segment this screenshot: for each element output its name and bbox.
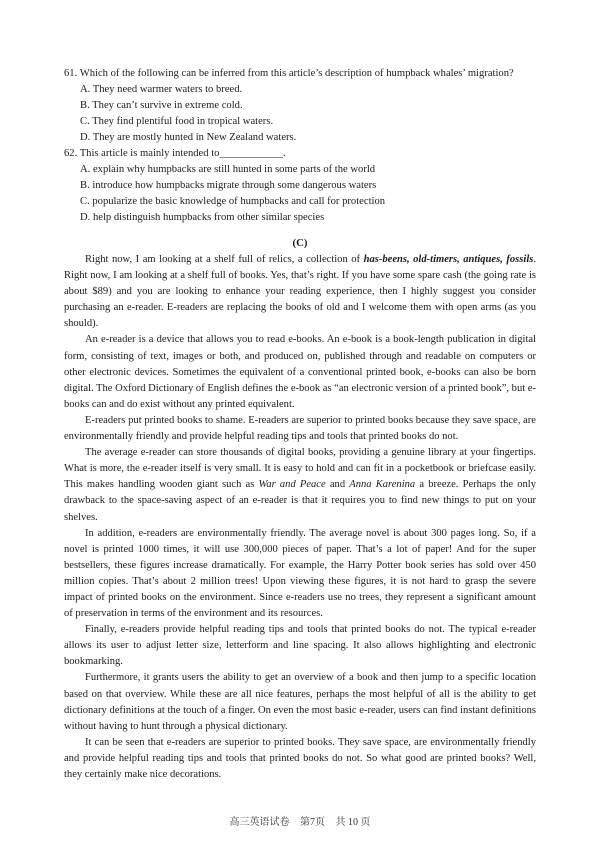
- paragraph-4: [64, 445, 536, 525]
- paragraph-1-text-b: . Right now, I am looking at a shelf full of books. Yes, that’s right. If you have some spare cash (the going rate is about $89) and you are looking to enhance your reading experience, then I highly suggest you consider purchasing an e-reader. E-readers are replacing the books of old and I welcome them with open arms (as you should).: [64, 254, 536, 330]
- book-title-war-and-peace: War and Peace: [258, 479, 326, 491]
- paragraph-2: An e-reader is a device that allows you to read e-books. An e-book is a book-length publication in digital form, consisting of text, images or both, and produced on, published through and readable on computers or other electronic devices. Sometimes the equivalent of a conventional printed book, e-books can also be born digital. The Oxford Dictionary of English defines the e-book as “an electronic version of a printed book”, but e-books can and do exist without any printed equivalent.: [64, 334, 536, 410]
- question-61-option-a: A. They need warmer waters to breed.: [80, 84, 243, 95]
- page-footer: [0, 816, 600, 830]
- footer-page-number: 第7页: [300, 817, 325, 828]
- question-62-option-c: C. popularize the basic knowledge of humpbacks and call for protection: [80, 196, 386, 207]
- paragraph-4-text-b: and: [325, 479, 350, 491]
- question-61-option-c: C. They find plentiful food in tropical waters.: [80, 116, 274, 127]
- question-62-option-b: B. introduce how humpbacks migrate through some dangerous waters: [80, 180, 377, 191]
- paragraph-1-text-a: Right now, I am looking at a shelf full of relics, a collection of: [85, 254, 364, 265]
- question-61-option-d: D. They are mostly hunted in New Zealand waters.: [80, 132, 297, 143]
- paragraph-8: It can be seen that e-readers are superior to printed books. They save space, are environmentally friendly and provide helpful reading tips and tools that printed books do not. So what good are printed books? Well, they certainly make nice decorations.: [64, 736, 536, 780]
- paragraph-5: In addition, e-readers are environmentally friendly. The average novel is about 300 pages long. So, if a novel is printed 1000 times, it will use 300,000 pieces of paper. That’s a lot of paper! And for the super bestsellers, these figures increase dramatically. For example, the Harry Potter book series has sold over 450 million copies. That’s about 2 million trees! Upon viewing these figures, it is not hard to grasp the severe impact of printed books on the environment. Since e-readers use no trees, they represent a significant amount of preservation in terms of the environment and its resources.: [64, 527, 536, 620]
- paragraph-6: Finally, e-readers provide helpful reading tips and tools that printed books do not. The typical e-reader allows its user to adjust letter size, letterform and line spacing. It also allows highlighting and electronic bookmarking.: [64, 624, 536, 668]
- question-61-option-b: B. They can’t survive in extreme cold.: [80, 100, 243, 111]
- footer-exam-name: 高三英语试卷: [229, 817, 290, 828]
- paragraph-4-text-c: a breeze. Perhaps the only drawback to the space-saving aspect of an e-reader is that it requires you to find new things to put on your shelves.: [64, 479, 536, 523]
- footer-total-pages: 共 10 页: [335, 817, 371, 828]
- book-title-anna-karenina: Anna Karenina: [349, 479, 416, 491]
- paragraph-3: E-readers put printed books to shame. E-readers are superior to printed books because they save space, are environmentally friendly and provide helpful reading tips and tools that printed books do not.: [64, 414, 536, 443]
- emphasis-relics: has-beens, old-timers, antiques, fossils: [363, 254, 534, 265]
- paragraph-4-text-a: The average e-reader can store thousands of digital books, providing a genuine library at your fingertips. What is more, the e-reader itself is very small. It is easy to hold and can fit in a pocketbook or briefcase easily. This makes handling wooden giant such as: [64, 447, 536, 491]
- question-62-option-d: D. help distinguish humpbacks from other similar species: [80, 212, 325, 223]
- question-62-option-a: A. explain why humpbacks are still hunted in some parts of the world: [80, 164, 376, 175]
- question-62-stem: 62. This article is mainly intended to____________.: [64, 148, 286, 159]
- section-title: (C): [292, 237, 308, 249]
- paragraph-1: [64, 252, 536, 332]
- reading-passage: [64, 252, 536, 783]
- paragraph-7: Furthermore, it grants users the ability to get an overview of a book and then jump to a specific location based on that overview. While these are all nice features, perhaps the most helpful of all is the ability to get dictionary definitions at the touch of a finger. On even the most basic e-reader, users can find instant definitions without having to hunt through a physical dictionary.: [64, 672, 536, 732]
- question-61-stem: 61. Which of the following can be inferred from this article’s description of humpback whales’ migration?: [64, 68, 514, 79]
